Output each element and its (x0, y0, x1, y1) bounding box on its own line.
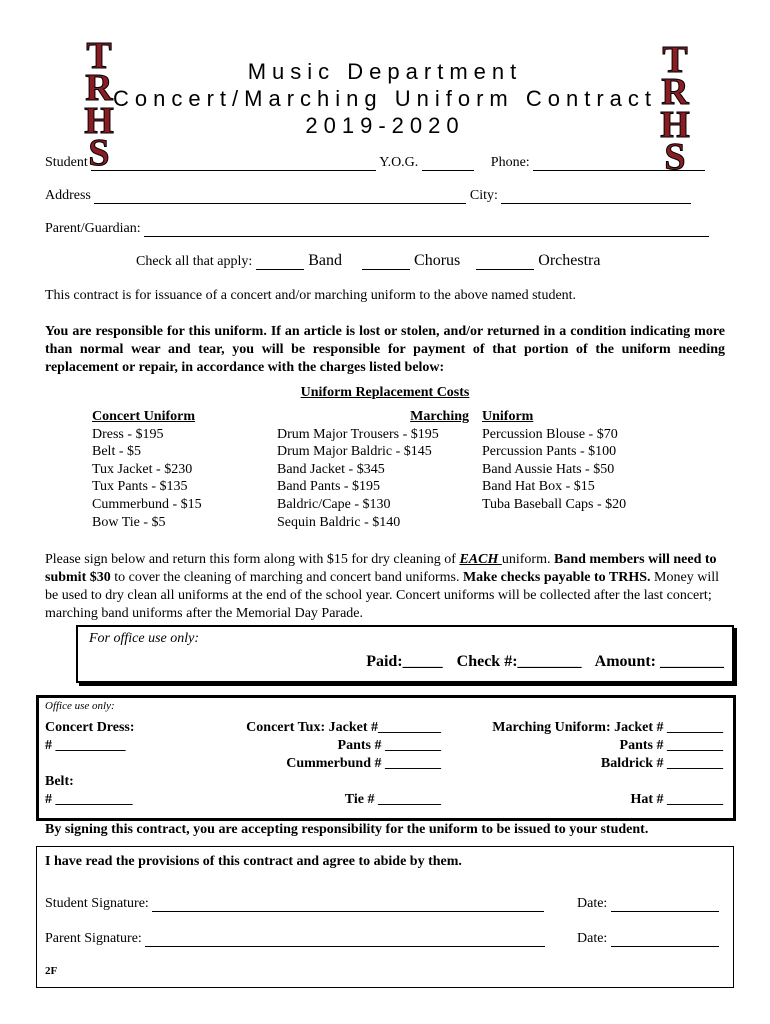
marching-item: Baldric/Cape - $130 (277, 496, 391, 512)
parent-signature-field[interactable] (145, 946, 545, 947)
address-field[interactable] (94, 203, 466, 204)
address-label: Address (45, 188, 91, 203)
tux-tie-field[interactable]: Tie # _________ (344, 792, 441, 807)
paid-field[interactable]: Paid:_____ (366, 653, 443, 670)
payment-row (366, 653, 724, 671)
student-date-label: Date: (577, 896, 608, 911)
student-signature-field[interactable] (152, 911, 544, 912)
amount-field[interactable]: Amount: ________ (594, 653, 724, 670)
each-emphasis: EACH (459, 552, 502, 567)
agree-text: I have read the provisions of this contract and agree to abide by them. (45, 854, 462, 869)
check-number-field[interactable]: Check #:________ (456, 653, 582, 670)
concert-item: Tux Jacket - $230 (92, 461, 193, 477)
concert-item: Belt - $5 (92, 444, 141, 460)
parent-signature-label: Parent Signature: (45, 931, 142, 946)
parent-date-row (577, 931, 719, 947)
concert-item: Tux Pants - $135 (92, 479, 188, 495)
concert-dress-label: Concert Dress: (45, 720, 135, 735)
orchestra-label: Orchestra (538, 252, 601, 269)
concert-item: Dress - $195 (92, 426, 164, 442)
marching-item: Drum Major Trousers - $195 (277, 426, 439, 442)
marching-item: Tuba Baseball Caps - $20 (482, 496, 627, 512)
band-checkline[interactable] (256, 269, 304, 270)
office-use-box (76, 625, 734, 683)
parent-row (45, 221, 709, 237)
marching-header-b: Uniform (482, 409, 534, 424)
phone-field[interactable] (533, 170, 705, 171)
trhs-logo-right: T R H S (660, 39, 690, 178)
parent-date-field[interactable] (611, 946, 719, 947)
parent-label: Parent/Guardian: (45, 221, 141, 236)
marching-item: Band Aussie Hats - $50 (482, 461, 615, 477)
office-inventory-box (36, 695, 736, 821)
signing-note: By signing this contract, you are accepting responsibility for the uniform to be issued to your student. (45, 822, 649, 837)
band-label: Band (308, 252, 343, 269)
march-baldrick-field[interactable]: Baldrick # ________ (600, 756, 723, 771)
parent-signature-row (45, 931, 545, 947)
marching-item: Percussion Blouse - $70 (482, 426, 618, 442)
yog-field[interactable] (422, 170, 474, 171)
title-department: Music Department (247, 59, 523, 84)
costs-title: Uniform Replacement Costs (300, 385, 470, 400)
signature-box (36, 846, 734, 988)
marching-costs-a (277, 408, 469, 531)
title-year: 2019-2020 (305, 113, 465, 138)
marching-item: Band Pants - $195 (277, 479, 381, 495)
marching-item: Percussion Pants - $100 (482, 444, 617, 460)
yog-label: Y.O.G. (379, 155, 419, 170)
student-date-field[interactable] (611, 911, 719, 912)
chorus-label: Chorus (414, 252, 461, 269)
orchestra-checkline[interactable] (476, 269, 534, 270)
address-row (45, 188, 691, 204)
student-signature-row (45, 896, 544, 912)
marching-item: Band Hat Box - $15 (482, 479, 595, 495)
phone-label: Phone: (490, 155, 530, 170)
march-pants-field[interactable]: Pants # ________ (619, 738, 723, 753)
marching-header-a: Marching (410, 409, 469, 424)
march-jacket-field[interactable]: Marching Uniform: Jacket # ________ (492, 720, 723, 735)
ensemble-row (136, 252, 600, 270)
chorus-checkline[interactable] (362, 269, 410, 270)
marching-item: Sequin Baldric - $140 (277, 514, 401, 530)
tux-pants-field[interactable]: Pants # ________ (337, 738, 441, 753)
student-signature-label: Student Signature: (45, 896, 149, 911)
student-field[interactable] (91, 170, 376, 171)
march-hat-field[interactable]: Hat # ________ (630, 792, 723, 807)
parent-date-label: Date: (577, 931, 608, 946)
student-row (45, 155, 705, 171)
belt-label: Belt: (45, 774, 74, 789)
trhs-logo-left: T R H S (84, 35, 114, 174)
check-label: Check all that apply: (136, 254, 253, 269)
city-label: City: (469, 188, 498, 203)
tux-jacket-field[interactable]: Concert Tux: Jacket #_________ (246, 720, 441, 735)
dress-number-field[interactable]: # __________ (45, 738, 126, 753)
concert-header: Concert Uniform (92, 409, 196, 424)
office-inventory-label: Office use only: (45, 700, 115, 712)
marching-costs-b (482, 408, 626, 514)
concert-item: Bow Tie - $5 (92, 514, 166, 530)
instructions-text: Please sign below and return this form along with $15 for dry cleaning of EACH uniform. Band members will need to submit $30 to cover the cleaning of marching and concert band uniforms. Make checks payable to TRHS. Money will be used to dry clean all uniforms at the end of the school year. Concert uniforms will be collected after the last concert; marching band uniforms after the Memorial Day Parade. (45, 552, 719, 621)
form-code: 2F (45, 965, 58, 977)
intro-text: This contract is for issuance of a concert and/or marching uniform to the above named student. (45, 288, 577, 303)
responsibility-text: You are responsible for this uniform. If an article is lost or stolen, and/or returned in a condition indicating more than normal wear and tear, you will be responsible for payment of that portion of the uniform needing replacement or repair, in accordance with the charges listed below: (45, 324, 725, 375)
student-date-row (577, 896, 719, 912)
student-label: Student (45, 155, 88, 170)
marching-item: Band Jacket - $345 (277, 461, 385, 477)
concert-item: Cummerbund - $15 (92, 496, 202, 512)
concert-costs (92, 408, 202, 531)
tux-cummerbund-field[interactable]: Cummerbund # ________ (286, 756, 441, 771)
city-field[interactable] (501, 203, 691, 204)
marching-item: Drum Major Baldric - $145 (277, 444, 432, 460)
parent-field[interactable] (144, 236, 709, 237)
office-use-label: For office use only: (89, 631, 200, 646)
title-contract: Concert/Marching Uniform Contract (112, 86, 657, 111)
belt-number-field[interactable]: # ___________ (45, 792, 133, 807)
